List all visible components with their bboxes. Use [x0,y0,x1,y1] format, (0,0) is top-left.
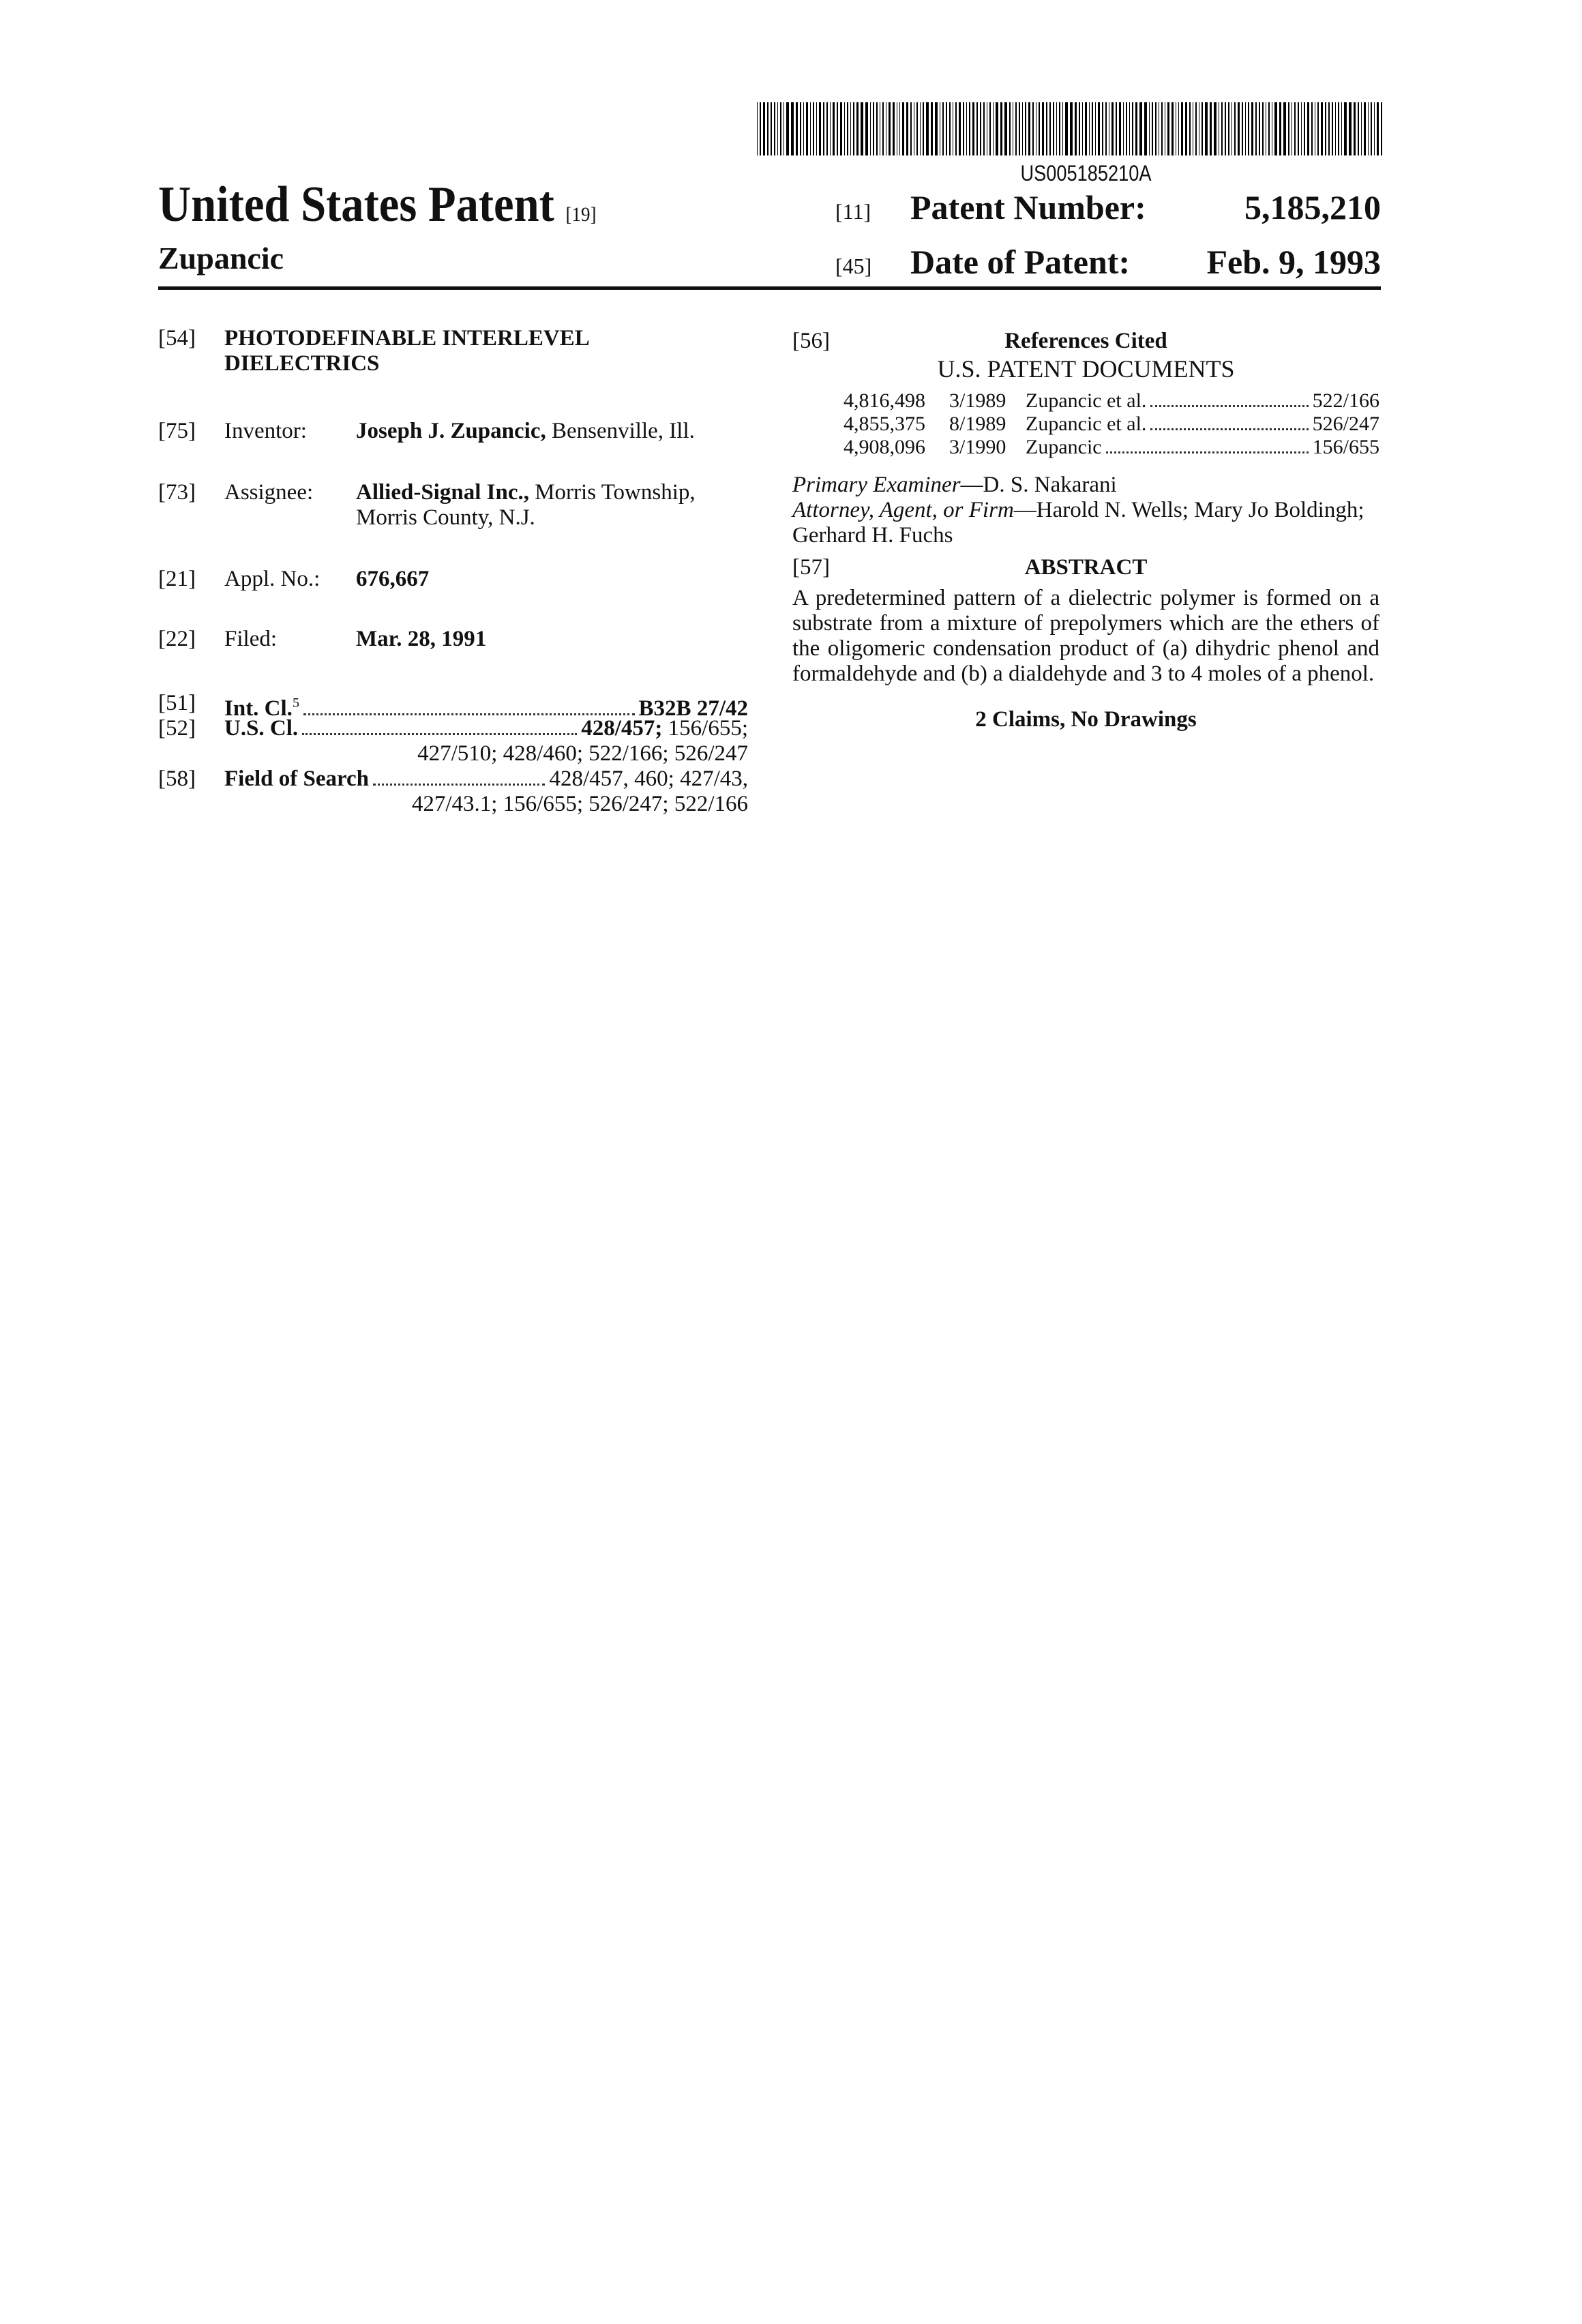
patent-number-label: Patent Number: [910,188,1244,227]
barcode-bar [806,102,807,155]
barcode-bar [906,102,908,155]
barcode-bar [1338,102,1339,155]
barcode-bar [1248,102,1249,155]
barcode-bar [1210,102,1212,155]
assignee-location: Morris Township, Morris County, N.J. [356,480,696,530]
barcode-bar [989,102,990,155]
barcode-bar [1129,102,1130,155]
barcode-bar [1102,102,1103,155]
barcode-bar [959,102,961,155]
barcode-bar [931,102,934,155]
barcode-bar [1161,102,1162,155]
barcode-bar [856,102,859,155]
int-cl-edition: 5 [293,696,299,711]
barcode-bar [1116,102,1117,155]
barcode-bar [1062,102,1063,155]
barcode-bar [780,102,781,155]
document-id: US005185210A [1021,161,1148,186]
barcode-bar [1328,102,1330,155]
barcode-bar [850,102,851,155]
entry-title [158,326,748,376]
barcode-bar [1279,102,1282,155]
patent-date: Feb. 9, 1993 [1206,242,1381,282]
us-cl-value: 156/655; [668,716,748,741]
examiner-label: Primary Examiner [792,473,961,497]
barcode-bar [1135,102,1138,155]
barcode-bar [949,102,950,155]
barcode-bar [882,102,883,155]
barcode-bar [966,102,967,155]
barcode-bar [870,102,871,155]
abstract-text: A predetermined pattern of a dielectric polymer is formed on a substrate from a mixture of prepolymers which are the ethers of the oligomeric condensation product of (a) dihydric phenol and formaldehyde and (b) a dialdehyde and 3 to 4 moles of a phenol. [792,586,1379,687]
entry-filed [158,627,748,652]
barcode-bar [955,102,956,155]
barcode-bar [810,102,811,155]
ref-class: 522/166 [1313,389,1379,412]
barcode-bar [803,102,804,155]
barcode-bar [1171,102,1173,155]
barcode-bar [1354,102,1356,155]
barcode-bar [1132,102,1133,155]
barcode-bar [757,102,758,155]
inid-code: [58] [158,766,224,792]
barcode-bar [844,102,845,155]
filed-label: Filed: [224,627,356,652]
barcode-bar [1149,102,1150,155]
barcode-bar [1225,102,1226,155]
barcode-bar [1242,102,1243,155]
reference-row [792,389,1379,413]
barcode-bar [1317,102,1318,155]
barcode-bar [763,102,765,155]
barcode-bar [1144,102,1147,155]
barcode-bar [1015,102,1017,155]
header-rule [158,286,1381,290]
dot-leader [1150,405,1308,407]
barcode-bar [783,102,784,155]
inventor-label: Inventor: [224,419,356,444]
barcode-bar [980,102,981,155]
barcode-bar [1009,102,1010,155]
inid-code: [11] [835,199,910,224]
date-label: Date of Patent: [910,242,1206,282]
barcode-bar [1234,102,1235,155]
barcode-bar [916,102,917,155]
barcode-bar [826,102,827,155]
author: Zupancic [158,240,284,276]
barcode-bar [1288,102,1289,155]
barcode-bar [1056,102,1057,155]
references-list [792,389,1379,459]
inid-code: [45] [835,254,910,279]
dot-leader [303,713,635,715]
barcode-bar [1178,102,1179,155]
barcode-bar [963,102,964,155]
references-title: References Cited [792,329,1379,354]
barcode-bar [1307,102,1309,155]
barcode-bar [993,102,994,155]
barcode-bar [996,102,998,155]
barcode-bar [767,102,768,155]
inid-code: [21] [158,567,224,592]
barcode-bar [1181,102,1183,155]
barcode-bar [786,102,789,155]
barcode-bar [796,102,799,155]
barcode-bar [1228,102,1229,155]
barcode-bar [1259,102,1260,155]
barcode-bar [800,102,801,155]
barcode-bar [1374,102,1375,155]
barcode-bar [1368,102,1369,155]
int-cl-value: B32B 27/42 [639,696,748,721]
barcode-bar [1105,102,1106,155]
barcode-bar [819,102,821,155]
barcode-bar [1059,102,1060,155]
barcode-bar [823,102,824,155]
reference-row [792,413,1379,436]
barcode-bar [1205,102,1208,155]
barcode-bar [771,102,772,155]
int-cl-label: Int. Cl. [224,696,293,721]
barcode-bar [1167,102,1169,155]
barcode-bar [1046,102,1047,155]
barcode-bar [876,102,878,155]
inid-code: [75] [158,419,224,444]
barcode-bar [1335,102,1336,155]
barcode-bar [1321,102,1323,155]
abstract-title: ABSTRACT [792,555,1379,580]
barcode-bar [1361,102,1362,155]
barcode-bar [1155,102,1156,155]
barcode-bar [1111,102,1114,155]
us-cl-primary: 428/457; [581,716,662,741]
barcode-bar [1214,102,1217,155]
bibliographic-right-column [792,329,1379,732]
barcode-bar [1089,102,1090,155]
barcode-bar [935,102,938,155]
ref-number: 4,908,096 [844,436,949,458]
references-subtitle: U.S. PATENT DOCUMENTS [792,354,1379,384]
barcode-bar [1341,102,1342,155]
appl-number: 676,667 [356,567,429,592]
barcode-bar [1268,102,1269,155]
barcode-bar [942,102,943,155]
barcode-bar [1349,102,1352,155]
barcode-bar [774,102,775,155]
barcode-bar [926,102,929,155]
barcode-bar [1364,102,1365,155]
barcode-bar [1251,102,1253,155]
examiner-name: —D. S. Nakarani [961,473,1117,497]
barcode-bar [920,102,921,155]
inid-code: [56] [792,329,830,354]
dot-leader [1106,451,1309,453]
ref-name: Zupancic [1026,436,1102,458]
ref-date: 3/1989 [949,389,1026,412]
barcode-bar [837,102,838,155]
date-row [835,242,1381,282]
barcode-bar [791,102,794,155]
barcode-bar [1070,102,1073,155]
claims-summary: 2 Claims, No Drawings [792,707,1379,732]
barcode-bar [833,102,835,155]
barcode-bar [1032,102,1034,155]
barcode-bar [1000,102,1003,155]
barcode-bar [893,102,894,155]
barcode-bar [976,102,978,155]
barcode-bar [847,102,848,155]
title-code: [19] [565,203,596,226]
barcode-bar [816,102,817,155]
ref-number: 4,855,375 [844,413,949,435]
barcode-bar [1028,102,1030,155]
barcode-bar [830,102,831,155]
field-label: Field of Search [224,766,369,792]
dot-leader [1150,428,1308,430]
us-cl-label: U.S. Cl. [224,716,298,741]
dot-leader [373,784,545,786]
barcode-bar [861,102,863,155]
barcode-bar [1022,102,1023,155]
ref-date: 8/1989 [949,413,1026,435]
barcode-bar [983,102,984,155]
inid-code: [57] [792,555,830,580]
appl-label: Appl. No.: [224,567,356,592]
title-text: United States Patent [158,177,554,233]
barcode-bar [1262,102,1263,155]
barcode-bar [1301,102,1302,155]
reference-row [792,436,1379,459]
us-cl-line2: 427/510; 428/460; 522/166; 526/247 [158,741,748,766]
barcode-bar [1042,102,1044,155]
attorney-names: —Harold N. Wells; Mary Jo Boldingh; Gerhard H. Fuchs [792,498,1364,548]
entry-us-cl [158,716,748,766]
abstract-heading [792,555,1379,580]
barcode-bar [972,102,974,155]
entry-field-of-search [158,766,748,817]
barcode-bar [1075,102,1077,155]
barcode [757,102,1384,155]
barcode-bar [873,102,874,155]
barcode-bar [1221,102,1222,155]
barcode-bar [1053,102,1054,155]
barcode-bar [1255,102,1257,155]
barcode-bar [1377,102,1379,155]
field-line2: 427/43.1; 156/655; 526/247; 522/166 [158,792,748,817]
barcode-bar [1189,102,1191,155]
barcode-bar [1185,102,1186,155]
patent-number-row [835,188,1381,227]
assignee-label: Assignee: [224,480,356,531]
barcode-bar [1025,102,1026,155]
inid-code: [52] [158,716,224,741]
barcode-bar [1311,102,1313,155]
barcode-bar [969,102,970,155]
barcode-bar [910,102,912,155]
barcode-bar [1381,102,1382,155]
ref-class: 156/655 [1313,436,1379,458]
barcode-bar [1245,102,1246,155]
barcode-bar [840,102,841,155]
assignee-name: Allied-Signal Inc., [356,480,529,505]
barcode-bar [1085,102,1086,155]
barcode-bar [1344,102,1347,155]
barcode-bar [899,102,900,155]
attorney [792,498,1379,548]
barcode-bar [1274,102,1277,155]
barcode-bar [813,102,814,155]
inid-code: [54] [158,326,224,376]
patent-number: 5,185,210 [1244,188,1381,227]
barcode-bar [889,102,891,155]
barcode-bar [865,102,868,155]
barcode-bar [1098,102,1100,155]
barcode-bar [1119,102,1120,155]
barcode-bar [1123,102,1124,155]
inid-code: [51] [158,691,224,721]
barcode-bar [1238,102,1240,155]
barcode-bar [1195,102,1196,155]
barcode-bar [1283,102,1286,155]
barcode-bar [1294,102,1296,155]
attorney-label: Attorney, Agent, or Firm [792,498,1014,522]
barcode-bar [853,102,854,155]
ref-name: Zupancic et al. [1026,413,1146,435]
ref-name: Zupancic et al. [1026,389,1146,412]
inid-code: [73] [158,480,224,531]
ref-number: 4,816,498 [844,389,949,412]
inventor-name: Joseph J. Zupancic, [356,419,546,443]
field-value: 428/457, 460; 427/43, [549,766,748,792]
inid-code: [22] [158,627,224,652]
entry-appl-no [158,567,748,592]
barcode-bar [1065,102,1068,155]
ref-date: 3/1990 [949,436,1026,458]
entry-inventor [158,419,748,444]
barcode-bar [1082,102,1083,155]
barcode-bar [1049,102,1051,155]
inventor-location: Bensenville, Ill. [552,419,695,443]
entry-assignee [158,480,748,531]
barcode-bar [1139,102,1142,155]
barcode-bar [1325,102,1326,155]
barcode-bar [902,102,904,155]
ref-class: 526/247 [1313,413,1379,435]
barcode-bar [1095,102,1096,155]
page-title [158,176,596,234]
examiner [792,473,1379,498]
barcode-bar [777,102,778,155]
references-heading [792,329,1379,354]
barcode-bar [946,102,947,155]
invention-title: PHOTODEFINABLE INTERLEVEL DIELECTRICS [224,326,661,376]
dot-leader [302,733,577,735]
filed-date: Mar. 28, 1991 [356,627,486,652]
barcode-bar [1004,102,1007,155]
